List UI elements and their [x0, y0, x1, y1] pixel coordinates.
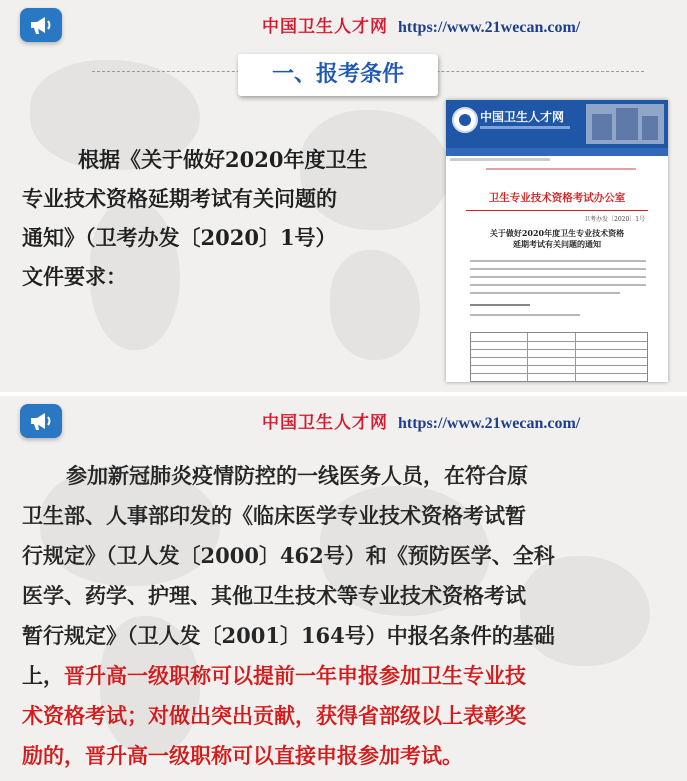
- paragraph-line: [22, 656, 672, 696]
- doc-table: [470, 332, 648, 382]
- paragraph-line: [22, 696, 672, 736]
- building-image: [586, 104, 664, 144]
- highlight-text: 晋升高一级职称可以提前一年申报参加卫生专业技: [64, 663, 526, 688]
- doc-text-line: [470, 276, 646, 278]
- brand: [262, 12, 580, 37]
- megaphone-icon: [20, 8, 62, 42]
- paragraph-line: [22, 456, 672, 496]
- intro-text: [22, 140, 422, 296]
- paragraph-line: [22, 736, 672, 776]
- paragraph-line: [22, 536, 672, 576]
- body-text: 暂行规定》（卫人发〔2001〕164号）中报名条件的基础: [22, 623, 555, 648]
- doc-text-line: [470, 268, 646, 270]
- megaphone-icon: [20, 404, 62, 438]
- site-logo: [452, 107, 478, 133]
- doc-site-name: 中国卫生人才网: [480, 110, 565, 124]
- doc-notice-title-line: 关于做好2020年度卫生专业技术资格: [489, 228, 625, 238]
- text-line: 文件要求：: [22, 264, 127, 289]
- slide-header: [0, 0, 687, 46]
- doc-nav-bar: [446, 148, 668, 156]
- doc-text-line: [470, 304, 530, 306]
- doc-text-line: [470, 314, 580, 316]
- paragraph-line: [22, 616, 672, 656]
- body-text: 上，: [22, 663, 64, 688]
- doc-office: 卫生专业技术资格考试办公室: [488, 192, 626, 204]
- body-text: 参加新冠肺炎疫情防控的一线医务人员，在符合原: [66, 463, 528, 488]
- slide-frontline-policy: [0, 396, 687, 781]
- text-line: 专业技术资格延期考试有关问题的: [22, 186, 337, 211]
- brand: [262, 408, 580, 433]
- paragraph-line: [22, 496, 672, 536]
- text-line: 根据《关于做好2020年度卫生: [78, 147, 368, 172]
- doc-site-subtitle: [480, 126, 570, 129]
- doc-breadcrumb: [450, 158, 550, 161]
- text-line: 通知》（卫考办发〔2020〕1号）: [22, 225, 337, 250]
- body-text: 卫生部、人事部印发的《临床医学专业技术资格考试暂: [22, 503, 526, 528]
- doc-red-rule: [466, 210, 648, 211]
- doc-red-heading: [486, 168, 636, 170]
- doc-notice-title-line: 延期考试有关问题的通知: [513, 239, 601, 249]
- section-title-text: 一、报考条件: [271, 62, 404, 87]
- slide-header: [0, 396, 687, 442]
- brand-url[interactable]: https://www.21wecan.com/: [398, 415, 581, 432]
- highlight-text: 术资格考试；对做出突出贡献，获得省部级以上表彰奖: [22, 703, 526, 728]
- doc-text-line: [470, 292, 620, 294]
- section-title: [238, 54, 438, 96]
- doc-notice-title: [472, 228, 642, 250]
- doc-text-line: [470, 260, 646, 262]
- highlight-text: 励的，晋升高一级职称可以直接申报参加考试。: [22, 743, 463, 768]
- doc-site-header: [446, 100, 668, 148]
- paragraph-line: [22, 576, 672, 616]
- policy-paragraph: [22, 456, 672, 776]
- document-screenshot: [446, 100, 668, 382]
- body-text: 行规定》（卫人发〔2000〕462号）和《预防医学、全科: [22, 543, 555, 568]
- brand-name: 中国卫生人才网: [262, 17, 388, 37]
- doc-number: 卫考办发〔2020〕1号: [584, 216, 646, 223]
- body-text: 医学、药学、护理、其他卫生技术等专业技术资格考试: [22, 583, 526, 608]
- doc-text-line: [470, 284, 646, 286]
- brand-name: 中国卫生人才网: [262, 413, 388, 433]
- brand-url[interactable]: https://www.21wecan.com/: [398, 19, 581, 36]
